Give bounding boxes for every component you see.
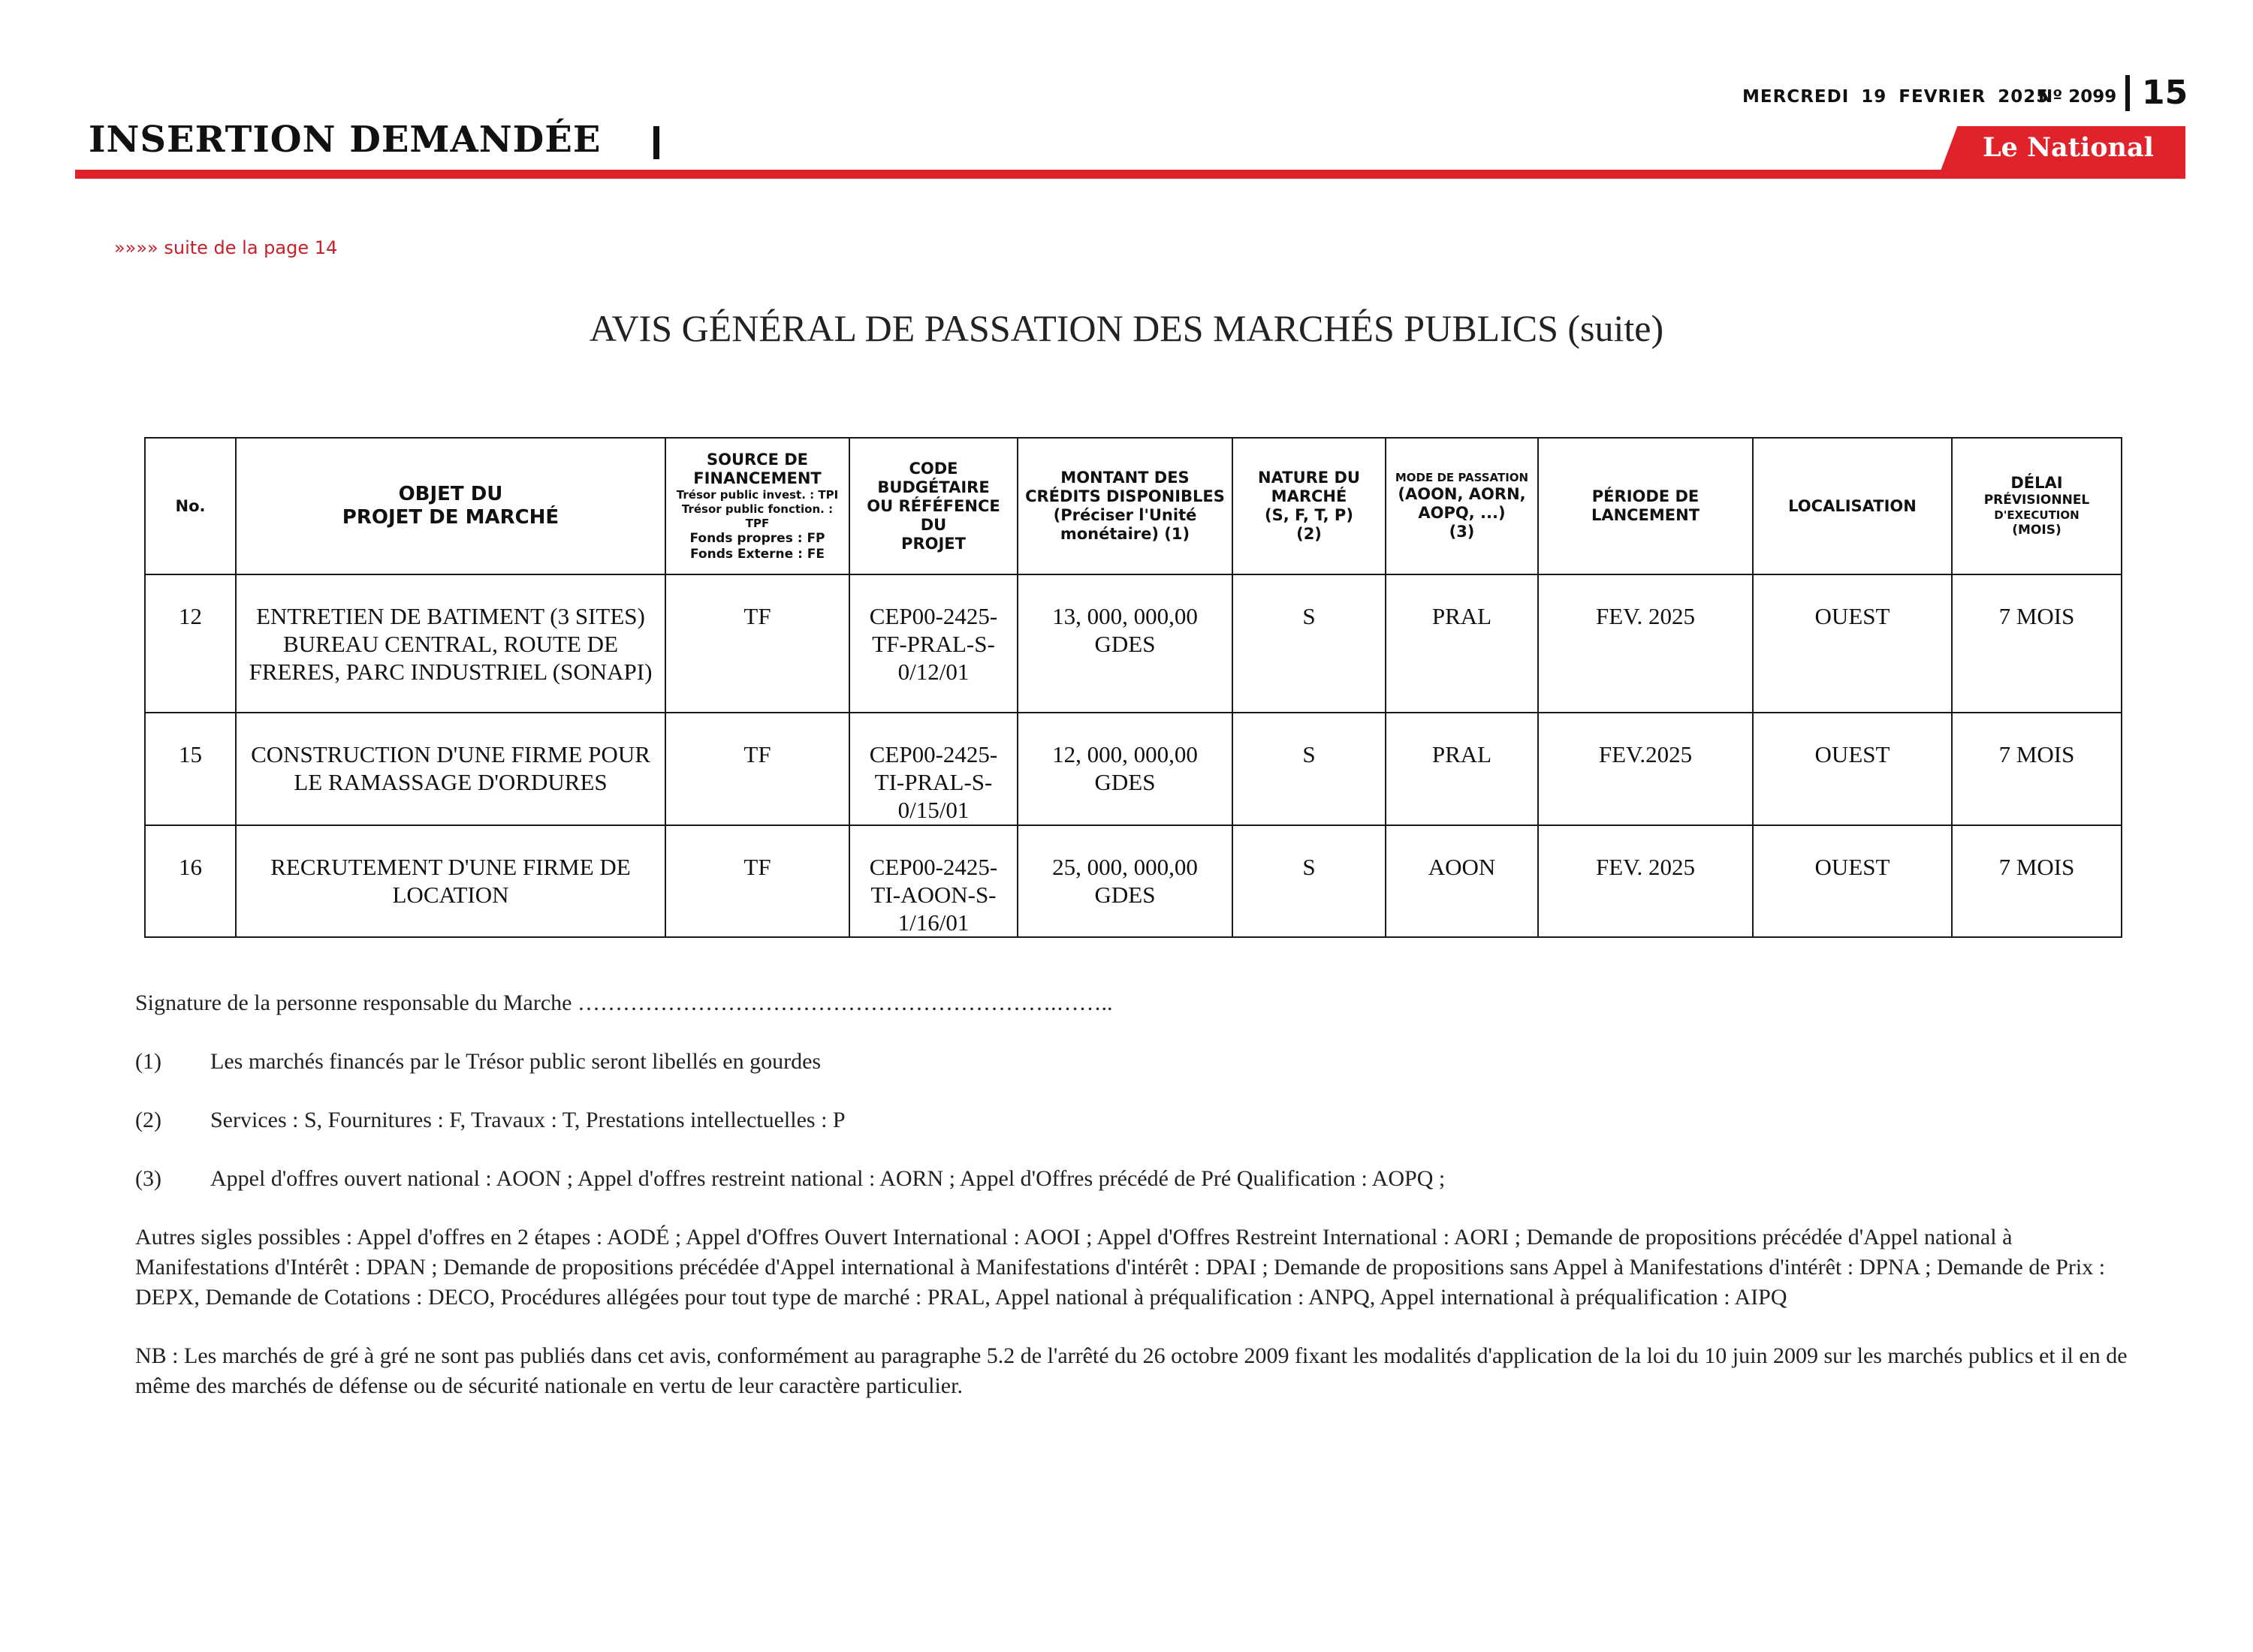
- table-row: [145, 574, 2122, 713]
- cell-localisation: OUEST: [1753, 825, 1952, 937]
- header-rule: [75, 170, 2185, 179]
- cell-delai: 7 MOIS: [1952, 574, 2122, 713]
- cell-no: 12: [145, 574, 236, 713]
- cell-objet: CONSTRUCTION D'UNE FIRME POUR LE RAMASSAGE D'ORDURES: [236, 713, 665, 825]
- header-source: SOURCE DE FINANCEMENT Trésor public invest. : TPI Trésor public fonction. : TPF Fonds propres : FP Fonds Externe : FE: [665, 438, 849, 574]
- cell-objet: RECRUTEMENT D'UNE FIRME DE LOCATION: [236, 825, 665, 937]
- issue-date: [1742, 87, 2061, 107]
- cell-mode: PRAL: [1386, 713, 1538, 825]
- cell-periode: FEV. 2025: [1538, 825, 1753, 937]
- header-mode: MODE DE PASSATION (AOON, AORN, AOPQ, ...) (3): [1386, 438, 1538, 574]
- footnote-1: (1) Les marchés financés par le Trésor public seront libellés en gourdes: [135, 1049, 822, 1074]
- footnote-3: (3) Appel d'offres ouvert national : AOON ; Appel d'offres restreint national : AORN ; Appel d'Offres précédé de Pré Qualification : AOPQ ;: [135, 1166, 1446, 1191]
- signature-line: Signature de la personne responsable du Marche ……………………………………………………….……..: [135, 990, 1113, 1015]
- cell-localisation: OUEST: [1753, 574, 1952, 713]
- section-title: INSERTION DEMANDÉE: [89, 119, 602, 161]
- table-header-row: [145, 438, 2122, 574]
- cell-delai: 7 MOIS: [1952, 713, 2122, 825]
- notes-section: [135, 988, 2148, 1430]
- continued-from-note: »»»» suite de la page 14: [114, 237, 338, 258]
- cell-periode: FEV. 2025: [1538, 574, 1753, 713]
- header-localisation: LOCALISATION: [1753, 438, 1952, 574]
- issue-number: Nº 2099: [2038, 87, 2117, 107]
- date-month: FEVRIER: [1899, 87, 1986, 107]
- cell-localisation: OUEST: [1753, 713, 1952, 825]
- footnote-2: (2) Services : S, Fournitures : F, Travaux : T, Prestations intellectuelles : P: [135, 1108, 846, 1132]
- header-code: CODE BUDGÉTAIRE OU RÉFÉFENCE DU PROJET: [849, 438, 1018, 574]
- cell-no: 16: [145, 825, 236, 937]
- cell-montant: 25, 000, 000,00 GDES: [1018, 825, 1232, 937]
- date-day: MERCREDI: [1742, 87, 1850, 107]
- header-delai: DÉLAI PRÉVISIONNEL D'EXECUTION (MOIS): [1952, 438, 2122, 574]
- cell-source: TF: [665, 574, 849, 713]
- header-montant: MONTANT DES CRÉDITS DISPONIBLES (Préciser l'Unité monétaire) (1): [1018, 438, 1232, 574]
- other-acronyms: Autres sigles possibles : Appel d'offres en 2 étapes : AODÉ ; Appel d'Offres Ouvert International : AOOI ; Appel d'Offres Restreint International : AORI ; Demande de propositions précédée d'Appel national à Manifestations d'Intérêt : DPAN ; Demande de propositions précédée d'Appel international à Manifestations d'intérêt : DPAI ; Demande de propositions sans Appel à Manifestations d'intérêt : DPNA ; Demande de Prix : DEPX, Demande de Cotations : DECO, Procédures allégées pour tout type de marché : PRAL, Appel national à préqualification : ANPQ, Appel international à préqualification : AIPQ: [135, 1225, 2106, 1310]
- page-title: AVIS GÉNÉRAL DE PASSATION DES MARCHÉS PUBLICS (suite): [589, 307, 1664, 349]
- header-periode: PÉRIODE DE LANCEMENT: [1538, 438, 1753, 574]
- publication-logo: Le National: [1983, 132, 2154, 163]
- cell-delai: 7 MOIS: [1952, 825, 2122, 937]
- cell-montant: 12, 000, 000,00 GDES: [1018, 713, 1232, 825]
- cell-code: CEP00-2425-TF-PRAL-S-0/12/01: [849, 574, 1018, 713]
- cell-source: TF: [665, 825, 849, 937]
- header-no: No.: [145, 438, 236, 574]
- table-row: [145, 825, 2122, 937]
- cell-source: TF: [665, 713, 849, 825]
- cell-objet: ENTRETIEN DE BATIMENT (3 SITES) BUREAU CENTRAL, ROUTE DE FRERES, PARC INDUSTRIEL (SONAPI): [236, 574, 665, 713]
- cell-mode: PRAL: [1386, 574, 1538, 713]
- cell-no: 15: [145, 713, 236, 825]
- cell-nature: S: [1232, 574, 1386, 713]
- table-row: [145, 713, 2122, 825]
- cell-code: CEP00-2425-TI-AOON-S-1/16/01: [849, 825, 1018, 937]
- cell-periode: FEV.2025: [1538, 713, 1753, 825]
- page-number: 15: [2142, 74, 2188, 112]
- cell-nature: S: [1232, 713, 1386, 825]
- header-objet: OBJET DU PROJET DE MARCHÉ: [236, 438, 665, 574]
- cell-code: CEP00-2425-TI-PRAL-S-0/15/01: [849, 713, 1018, 825]
- procurement-table: [144, 437, 2122, 938]
- cell-mode: AOON: [1386, 825, 1538, 937]
- date-year: 2025: [1998, 87, 2049, 107]
- header-nature: NATURE DU MARCHÉ (S, F, T, P) (2): [1232, 438, 1386, 574]
- date-number: 19: [1861, 87, 1887, 107]
- nb-note: NB : Les marchés de gré à gré ne sont pas publiés dans cet avis, conformément au paragraphe 5.2 de l'arrêté du 26 octobre 2009 fixant les modalités d'application de la loi du 10 juin 2009 sur les marchés publics et il en de même des marchés de défense ou de sécurité nationale en vertu de leur caractère particulier.: [135, 1343, 2128, 1398]
- section-divider: [653, 126, 659, 159]
- cell-montant: 13, 000, 000,00 GDES: [1018, 574, 1232, 713]
- page-number-divider: [2125, 75, 2130, 111]
- cell-nature: S: [1232, 825, 1386, 937]
